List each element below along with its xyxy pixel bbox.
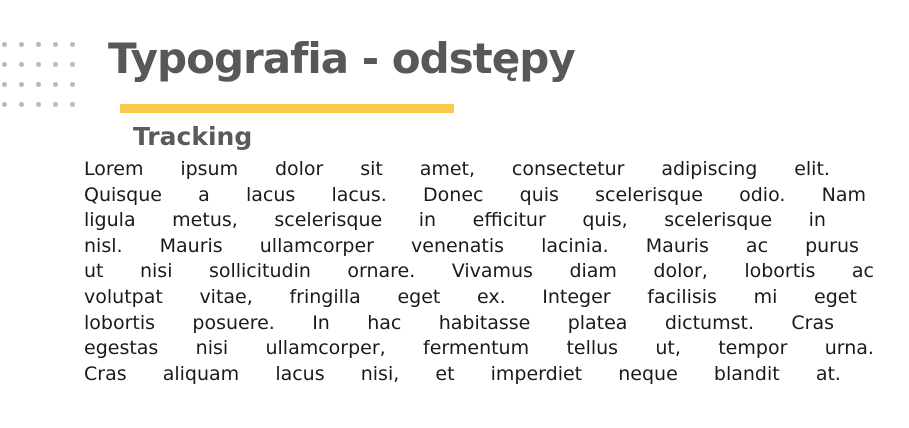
word: scelerisque — [595, 183, 703, 206]
word: scelerisque — [664, 209, 773, 232]
dot — [2, 42, 7, 47]
title-underline-bar — [120, 104, 454, 113]
word: lobortis — [744, 260, 816, 283]
word: odio. — [739, 183, 786, 206]
dot — [19, 42, 24, 47]
text-line — [84, 311, 834, 337]
dot — [19, 102, 24, 107]
word: In — [312, 311, 330, 334]
word: amet, — [419, 158, 476, 180]
word: diam — [569, 260, 617, 283]
word: eget — [814, 285, 857, 308]
word: ligula — [84, 209, 136, 232]
text-line — [84, 157, 830, 183]
text-line — [84, 362, 841, 388]
word: Donec — [423, 183, 484, 206]
word: dolor, — [653, 260, 708, 283]
word: eget — [397, 285, 441, 308]
word: lobortis — [84, 311, 156, 334]
word: metus, — [172, 209, 238, 232]
word: Nam — [821, 183, 866, 206]
word: venenatis — [411, 234, 504, 257]
word: lacus — [275, 362, 325, 385]
dot — [36, 102, 41, 107]
dot — [2, 62, 7, 67]
word: ullamcorper, — [265, 337, 386, 360]
word: dictumst. — [664, 311, 754, 334]
word: quis, — [582, 209, 628, 232]
dot — [70, 82, 75, 87]
word: habitasse — [438, 311, 531, 334]
word: tellus — [566, 337, 619, 360]
dot — [19, 62, 24, 67]
dot — [70, 62, 75, 67]
word: sollicitudin — [208, 260, 311, 283]
word: at. — [815, 362, 841, 385]
word: vitae, — [199, 285, 253, 308]
dot — [36, 82, 41, 87]
dot — [53, 42, 58, 47]
word: egestas — [84, 337, 159, 360]
word: fringilla — [289, 285, 361, 308]
word: Vivamus — [451, 260, 533, 283]
word: nisi, — [360, 362, 400, 385]
word: ut, — [655, 337, 681, 360]
word: ex. — [476, 285, 506, 308]
dot — [2, 102, 7, 107]
text-line — [84, 336, 874, 362]
word: sit — [360, 158, 383, 180]
word: nisl. — [84, 234, 123, 257]
dot — [70, 42, 75, 47]
text-line — [84, 285, 857, 311]
word: elit. — [794, 158, 830, 180]
word: et — [435, 362, 455, 385]
word: neque — [618, 362, 678, 385]
word: blandit — [713, 362, 780, 385]
word: tempor — [718, 337, 788, 360]
dot — [19, 82, 24, 87]
dot — [36, 42, 41, 47]
word: lacus — [246, 183, 296, 206]
word: lacinia. — [541, 234, 609, 257]
word: ipsum — [180, 158, 239, 180]
word: ac — [745, 234, 769, 257]
word: posuere. — [192, 311, 275, 334]
word: nisi — [139, 260, 173, 283]
word: platea — [567, 311, 628, 334]
word: urna. — [824, 337, 874, 360]
dot — [70, 102, 75, 107]
word: aliquam — [162, 362, 240, 385]
justified-body-text — [84, 157, 874, 387]
word: ullamcorper — [259, 234, 374, 257]
word: adipiscing — [661, 158, 758, 180]
word: purus — [805, 234, 859, 257]
word: ut — [84, 260, 104, 283]
text-line — [84, 208, 826, 234]
word: Lorem — [84, 158, 144, 180]
word: facilisis — [647, 285, 717, 308]
word: Cras — [84, 362, 127, 385]
word: Quisque — [84, 183, 162, 206]
word: mi — [753, 285, 778, 308]
word: ac — [851, 260, 874, 283]
word: consectetur — [511, 158, 625, 180]
slide-title: Typografia - odstępy — [108, 34, 575, 83]
word: Cras — [791, 311, 834, 334]
text-line — [84, 259, 874, 285]
word: fermentum — [423, 337, 530, 360]
text-line — [84, 183, 866, 209]
word: Mauris — [645, 234, 709, 257]
slide-subtitle: Tracking — [133, 122, 253, 151]
word: imperdiet — [490, 362, 583, 385]
word: Mauris — [159, 234, 223, 257]
word: efficitur — [472, 209, 546, 232]
word: ornare. — [347, 260, 416, 283]
dot — [2, 82, 7, 87]
dot — [53, 62, 58, 67]
decorative-dot-grid — [0, 40, 90, 112]
dot — [53, 102, 58, 107]
text-line — [84, 234, 859, 260]
dot — [36, 62, 41, 67]
dot — [53, 82, 58, 87]
word: in — [808, 209, 826, 232]
word: hac — [367, 311, 402, 334]
word: quis — [519, 183, 559, 206]
word: Integer — [542, 285, 611, 308]
word: lacus. — [331, 183, 387, 206]
word: dolor — [274, 158, 324, 180]
word: in — [418, 209, 437, 232]
word: scelerisque — [274, 209, 383, 232]
word: volutpat — [84, 285, 163, 308]
word: nisi — [195, 337, 229, 360]
word: a — [198, 183, 210, 206]
